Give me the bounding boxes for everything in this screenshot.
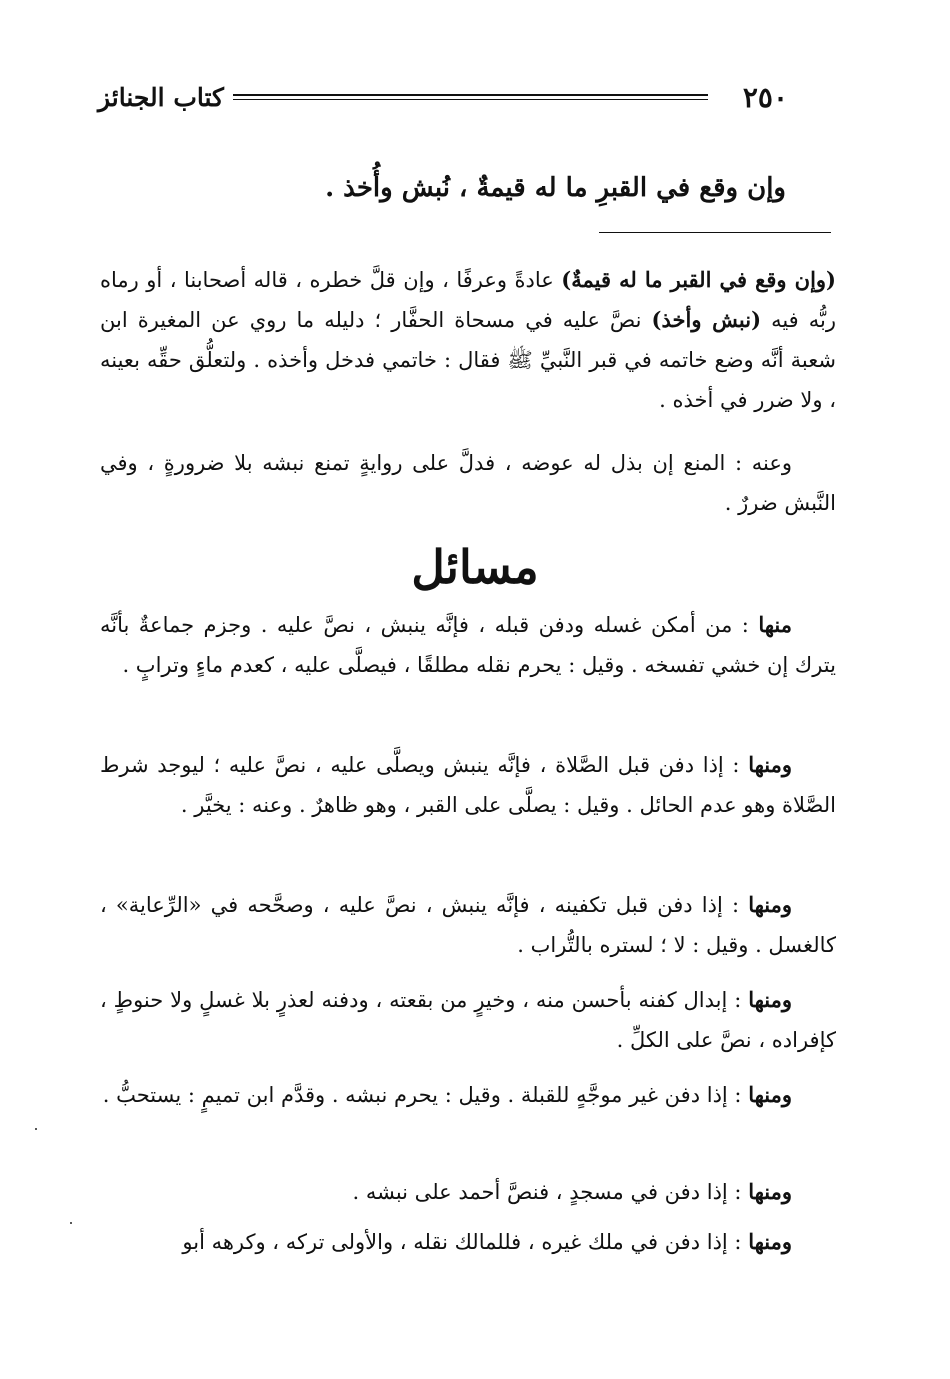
- book-title: كتاب الجنائز: [98, 83, 224, 112]
- masala-lead: منها: [758, 612, 792, 637]
- commentary-lead: (وإن وقع في القبر ما له قيمةٌ): [561, 267, 836, 292]
- commentary-text: عادةً وعرفًا ، وإن قلَّ خطره ، قاله أصحابنا ، أو رماه ربُّه فيه: [100, 268, 836, 332]
- masala-paragraph: [100, 605, 836, 685]
- masala-text: : إذا دفن غير موجَّهٍ للقبلة . وقيل : يحرم نبشه . وقدَّم ابن تميمٍ : يستحبُّ .: [102, 1083, 749, 1107]
- header-rule-thin: [233, 99, 708, 100]
- scan-speck: [35, 1128, 37, 1130]
- masala-lead: ومنها: [748, 1229, 792, 1254]
- masala-text: : من أمكن غسله ودفن قبله ، فإنَّه ينبش ، نصَّ عليه . وجزم جماعةٌ بأنَّه يترك إن خشي تفسخه . وقيل : يحرم نقله مطلقًا ، فيصلَّى عليه ، كعدم ماءٍ وترابٍ .: [100, 613, 836, 677]
- commentary-paragraph: وعنه : المنع إن بذل له عوضه ، فدلَّ على روايةٍ تمنع نبشه بلا ضرورةٍ ، وفي النَّبش ضررٌ .: [100, 451, 836, 515]
- commentary-paragraph: [100, 260, 836, 420]
- masala-paragraph: [100, 1172, 836, 1212]
- masala-text: : إبدال كفنه بأحسن منه ، وخيرٍ من بقعته ، ودفنه لعذرٍ بلا غسلٍ ولا حنوطٍ ، كإفراده ، نصَّ على الكلِّ .: [100, 988, 836, 1052]
- page-header: [98, 80, 788, 120]
- masala-lead: ومنها: [748, 1179, 792, 1204]
- matn-text: وإن وقع في القبرِ ما له قيمةٌ ، نُبش وأُخذ .: [325, 173, 786, 203]
- masala-text: : إذا دفن في مسجدٍ ، فنصَّ أحمد على نبشه .: [352, 1180, 749, 1204]
- page-number: ٢٥٠: [742, 81, 788, 114]
- masala-paragraph: [100, 980, 836, 1060]
- masala-paragraph: [100, 1222, 836, 1262]
- masala-lead: ومنها: [748, 892, 792, 917]
- masala-paragraph: [100, 745, 836, 825]
- masala-text: : إذا دفن في ملك غيره ، فللمالك نقله ، والأولى تركه ، وكرهه أبو: [182, 1230, 749, 1254]
- masala-text: : إذا دفن قبل تكفينه ، فإنَّه ينبش ، نصَّ عليه ، وصحَّحه في «الرِّعاية» ، كالغسل . وقيل : لا ؛ لستره بالتُّراب .: [100, 893, 836, 957]
- header-rule: [233, 94, 708, 96]
- masala-lead: ومنها: [748, 1082, 792, 1107]
- masala-paragraph: [100, 1075, 836, 1115]
- commentary-quote: (نبش وأخذ): [651, 307, 762, 332]
- scan-speck: [70, 1222, 72, 1224]
- masala-lead: ومنها: [748, 987, 792, 1012]
- separator-rule: [599, 232, 831, 233]
- masala-lead: ومنها: [748, 752, 792, 777]
- commentary-rest: نصَّ عليه في مسحاة الحفَّار ؛ دليله ما روي عن المغيرة ابن شعبة أنَّه وضع خاتمه في قبر النَّبيِّ ﷺ فقال : خاتمي فدخل وأخذه . ولتعلُّق حقِّه بعينه ، ولا ضرر في أخذه .: [100, 308, 836, 412]
- section-heading: مسائل: [411, 540, 539, 594]
- masala-paragraph: [100, 885, 836, 965]
- masala-text: : إذا دفن قبل الصَّلاة ، فإنَّه ينبش ويصلَّى عليه ، نصَّ عليه ؛ ليوجد شرط الصَّلاة وهو عدم الحائل . وقيل : يصلَّى على القبر ، وهو ظاهرٌ . وعنه : يخيَّر .: [100, 753, 836, 817]
